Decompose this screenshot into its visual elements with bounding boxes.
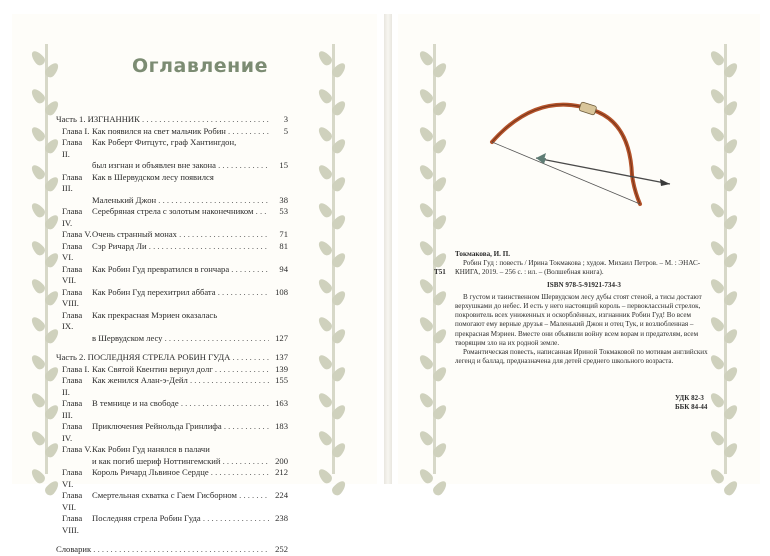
toc-page-number: 71 bbox=[279, 229, 288, 239]
toc-chapter-number: Глава III. bbox=[62, 398, 83, 420]
bbk-code: ББК 84-44 bbox=[675, 403, 708, 411]
toc-chapter-number: Глава VIII. bbox=[62, 286, 83, 308]
toc-entry-title: Серебряная стрела с золотым наконечником . . . bbox=[92, 206, 269, 218]
toc-title: Оглавление bbox=[132, 55, 268, 77]
catalog-annotation: В густом и таинственном Шервудском лесу дубы стоят стеной, а тисы достают верхушками до небес. И есть у него настоящий король – первоклассный стрелок, покровитель всех униженных и оскорблённых, изгнанник Робин Гуд! Во всем помогают ему верные друзья – Маленький Джон и отец Тук, и возлюбленная – прекрасная Мэриен. Вместе они объявили войну всем ворам и предателям, всем творящим зло на их родной земле. bbox=[455, 292, 702, 347]
toc-entry-title: Как появился на свет мальчик Робин . . . bbox=[92, 126, 269, 138]
toc-entry-title: Последняя стрела Робин Гуда . . . bbox=[92, 513, 269, 525]
toc-chapter-number: Глава IV. bbox=[62, 206, 83, 228]
catalog-record bbox=[455, 250, 713, 366]
toc-page-number: 108 bbox=[275, 286, 288, 297]
toc-row bbox=[56, 364, 288, 376]
toc-chapter-number: Глава I. bbox=[62, 125, 90, 136]
toc-entry-title: Смертельная схватка с Гаем Гисборном . . . bbox=[92, 490, 269, 502]
catalog-isbn: ISBN 978-5-91921-734-3 bbox=[547, 280, 621, 289]
toc-page-number: 137 bbox=[275, 352, 288, 362]
toc-entry-title: Очень странный монах . . . bbox=[92, 229, 269, 241]
toc-row bbox=[56, 421, 288, 444]
toc-entry-title: Как Робин Гуд превратился в гончара . . . bbox=[92, 264, 269, 276]
toc-chapter-number: Глава II. bbox=[62, 137, 83, 159]
toc-page-number: 15 bbox=[279, 160, 288, 170]
toc-row bbox=[56, 333, 288, 345]
toc-entry-title: Часть 1. ИЗГНАННИК . . . bbox=[56, 114, 269, 126]
toc-chapter-number: Глава I. bbox=[62, 363, 90, 374]
toc-entry-title: Приключения Рейнольда Гринлифа . . . bbox=[92, 421, 269, 433]
toc-chapter-number: Глава VI. bbox=[62, 240, 83, 262]
toc-chapter-number: Глава V. bbox=[62, 229, 92, 239]
toc-entry-title: Как Роберт Фитцутс, граф Хантингдон, bbox=[92, 137, 237, 147]
toc-chapter-number: Глава III. bbox=[62, 171, 83, 193]
toc-row bbox=[56, 264, 288, 287]
toc-row bbox=[56, 172, 288, 195]
toc-entry-title: Как женился Алан-э-Дейл . . . bbox=[92, 375, 269, 387]
toc-spacer bbox=[56, 344, 288, 352]
toc-entry-title: Маленький Джон . . . bbox=[92, 195, 269, 207]
catalog-annotation: Романтическая повесть, написанная Ириной Токмаковой по мотивам английских легенд и баллад, предназначена для детей среднего школьного возраста. bbox=[455, 348, 708, 366]
toc-chapter-number: Глава VII. bbox=[62, 263, 83, 285]
toc-page-number: 38 bbox=[279, 194, 288, 205]
toc-page-number: 139 bbox=[275, 363, 288, 374]
toc-chapter-number: Глава VII. bbox=[62, 490, 83, 512]
table-of-contents bbox=[56, 114, 288, 556]
toc-spacer bbox=[56, 536, 288, 544]
toc-entry-title: Сэр Ричард Ли . . . bbox=[92, 241, 269, 253]
catalog-description: Робин Гуд : повесть / Ирина Токмакова ; худож. Михаил Петров. – М. : ЭНАС-КНИГА, 2019. – 256 с. : ил. – (Волшебная книга). bbox=[455, 259, 701, 277]
toc-row bbox=[56, 310, 288, 333]
toc-page-number: 252 bbox=[275, 544, 288, 554]
toc-page-number: 238 bbox=[275, 513, 288, 523]
classification-codes bbox=[675, 394, 707, 412]
toc-row bbox=[56, 126, 288, 138]
toc-row bbox=[56, 513, 288, 536]
toc-chapter-number: Глава IV. bbox=[62, 421, 83, 443]
toc-entry-title: Как Робин Гуд перехитрил аббата . . . bbox=[92, 287, 269, 299]
toc-chapter-number: Глава V. bbox=[62, 444, 92, 454]
toc-part-row bbox=[56, 544, 288, 556]
bow-and-arrow-illustration bbox=[480, 80, 680, 210]
toc-page-number: 94 bbox=[279, 263, 288, 274]
toc-part-row bbox=[56, 114, 288, 126]
toc-row bbox=[56, 398, 288, 421]
toc-chapter-number: Глава VI. bbox=[62, 467, 83, 489]
toc-row bbox=[56, 241, 288, 264]
toc-chapter-number: Глава IX. bbox=[62, 309, 83, 331]
toc-row bbox=[56, 375, 288, 398]
toc-row bbox=[56, 137, 288, 160]
toc-page-number: 5 bbox=[283, 125, 288, 136]
catalog-author: Токмакова, И. П. bbox=[455, 250, 511, 258]
udk-code: УДК 82-3 bbox=[675, 394, 704, 402]
toc-page-number: 212 bbox=[275, 467, 288, 477]
catalog-code: Т51 bbox=[434, 268, 446, 276]
toc-part-row bbox=[56, 352, 288, 364]
toc-row bbox=[56, 444, 288, 456]
toc-row bbox=[56, 206, 288, 229]
toc-row bbox=[56, 490, 288, 513]
toc-entry-title: Как прекрасная Мэриен оказалась bbox=[92, 309, 218, 320]
toc-row bbox=[56, 195, 288, 207]
toc-row bbox=[56, 456, 288, 468]
toc-entry-title: и как погиб шериф Ноттингемский . . . bbox=[92, 456, 269, 468]
toc-page-number: 81 bbox=[279, 240, 288, 251]
toc-page-number: 53 bbox=[279, 206, 288, 216]
toc-entry-title: Как Святой Квентин вернул долг . . . bbox=[92, 364, 269, 376]
toc-page-number: 163 bbox=[275, 398, 288, 408]
toc-row bbox=[56, 287, 288, 310]
toc-row bbox=[56, 467, 288, 490]
toc-chapter-number: Глава II. bbox=[62, 375, 83, 397]
toc-entry-title: в Шервудском лесу . . . bbox=[92, 333, 269, 345]
toc-entry-title: Как Робин Гуд нанялся в палачи bbox=[92, 444, 210, 454]
toc-page-number: 200 bbox=[275, 455, 288, 466]
toc-page-number: 3 bbox=[283, 114, 288, 124]
book-gutter bbox=[384, 14, 392, 484]
toc-entry-title: Часть 2. ПОСЛЕДНЯЯ СТРЕЛА РОБИН ГУДА . . . bbox=[56, 352, 269, 364]
toc-page-number: 224 bbox=[275, 490, 288, 500]
toc-chapter-number: Глава VIII. bbox=[62, 513, 83, 535]
toc-entry-title: Словарик . . . bbox=[56, 544, 269, 556]
toc-row bbox=[56, 160, 288, 172]
toc-entry-title: Как в Шервудском лесу появился bbox=[92, 171, 214, 182]
toc-entry-title: В темнице и на свободе . . . bbox=[92, 398, 269, 410]
toc-entry-title: был изгнан и объявлен вне закона . . . bbox=[92, 160, 269, 172]
toc-row bbox=[56, 229, 288, 241]
toc-page-number: 127 bbox=[275, 332, 288, 343]
toc-entry-title: Король Ричард Львиное Сердце . . . bbox=[92, 467, 269, 479]
toc-page-number: 155 bbox=[275, 375, 288, 385]
toc-page-number: 183 bbox=[275, 421, 288, 431]
